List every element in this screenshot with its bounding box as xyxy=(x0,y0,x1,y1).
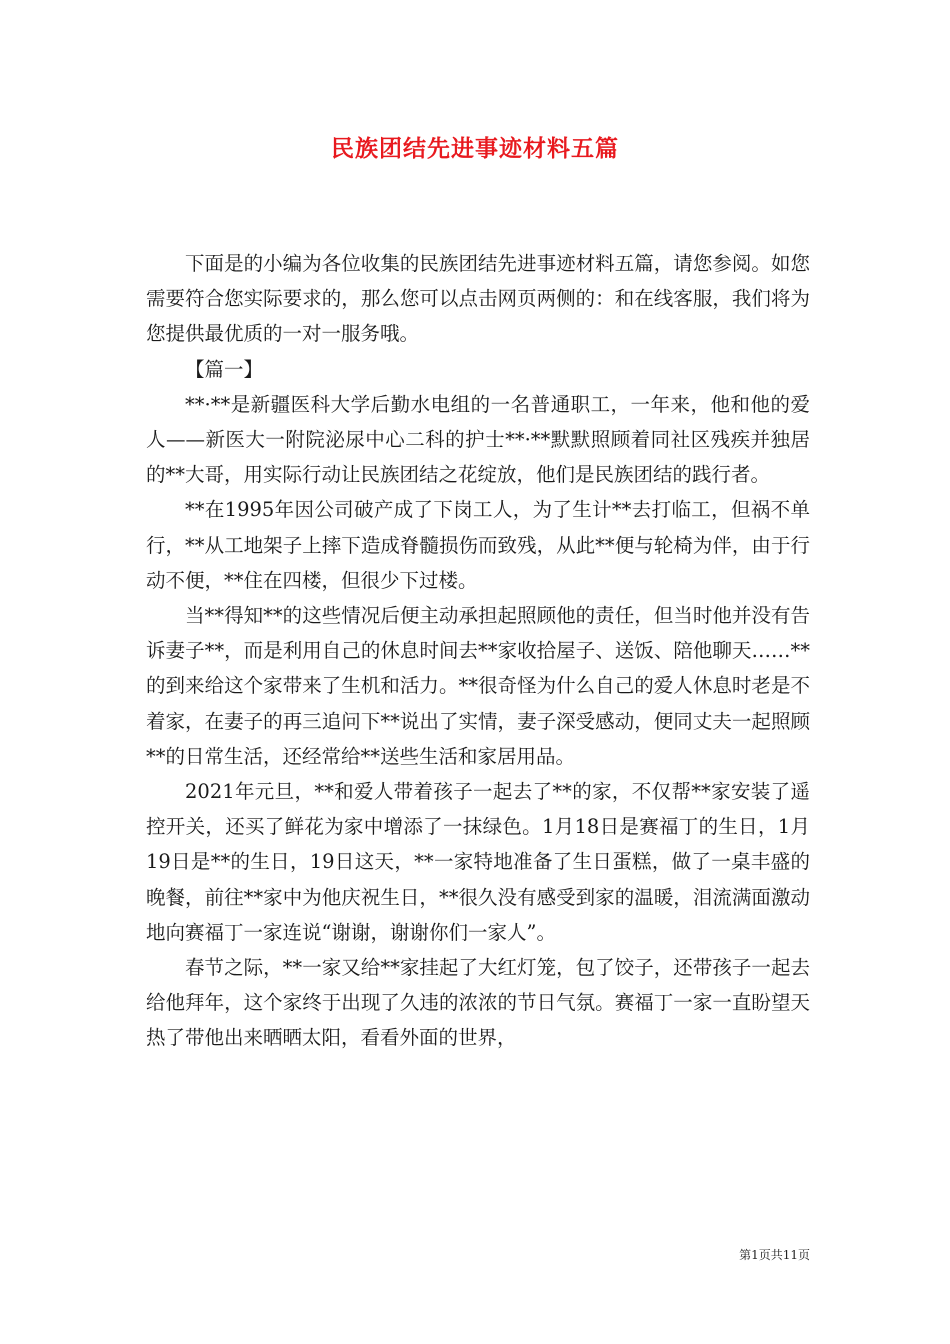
body-paragraph: **·**是新疆医科大学后勤水电组的一名普通职工，一年来，他和他的爱人——新医大一附院泌尿中心二科的护士**·**默默照顾着同社区残疾并独居的**大哥，用实际行动让民族团结之花绽放，他们是民族团结的践行者。 xyxy=(146,392,810,487)
body-paragraph: 春节之际，**一家又给**家挂起了大红灯笼，包了饺子，还带孩子一起去给他拜年，这个家终于出现了久违的浓浓的节日气氛。赛福丁一家一直盼望天热了带他出来晒晒太阳，看看外面的世界， xyxy=(146,956,810,1050)
body-paragraph: **在1995年因公司破产成了下岗工人，为了生计**去打临工，但祸不单行，**从工地架子上摔下造成脊髓损伤而致残，从此**便与轮椅为伴，由于行动不便，**住在四楼，但很少下过楼。 xyxy=(146,498,810,592)
section-heading: 【篇一】 xyxy=(185,357,264,381)
intro-paragraph: 下面是的小编为各位收集的民族团结先进事迹材料五篇，请您参阅。如您需要符合您实际要求的，那么您可以点击网页两侧的：和在线客服，我们将为您提供最优质的一对一服务哦。 xyxy=(146,252,810,346)
body-paragraph: 当**得知**的这些情况后便主动承担起照顾他的责任，但当时他并没有告诉妻子**，而是利用自己的休息时间去**家收拾屋子、送饭、陪他聊天……**的到来给这个家带来了生机和活力。**很奇怪为什么自己的爱人休息时老是不着家，在妻子的再三追问下**说出了实情，妻子深受感动，便同丈夫一起照顾**的日常生活，还经常给**送些生活和家居用品。 xyxy=(146,604,810,768)
body-paragraph: 2021年元旦，**和爱人带着孩子一起去了**的家，不仅帮**家安装了遥控开关，还买了鲜花为家中增添了一抹绿色。1月18日是赛福丁的生日，1月19日是**的生日，19日这天，**一家特地准备了生日蛋糕，做了一桌丰盛的晚餐，前往**家中为他庆祝生日，**很久没有感受到家的温暖，泪流满面激动地向赛福丁一家连说“谢谢，谢谢你们一家人”。 xyxy=(146,780,810,944)
page-number: 第1页共11页 xyxy=(739,1248,810,1262)
document-title: 民族团结先进事迹材料五篇 xyxy=(331,135,619,162)
document-body xyxy=(146,246,810,1056)
